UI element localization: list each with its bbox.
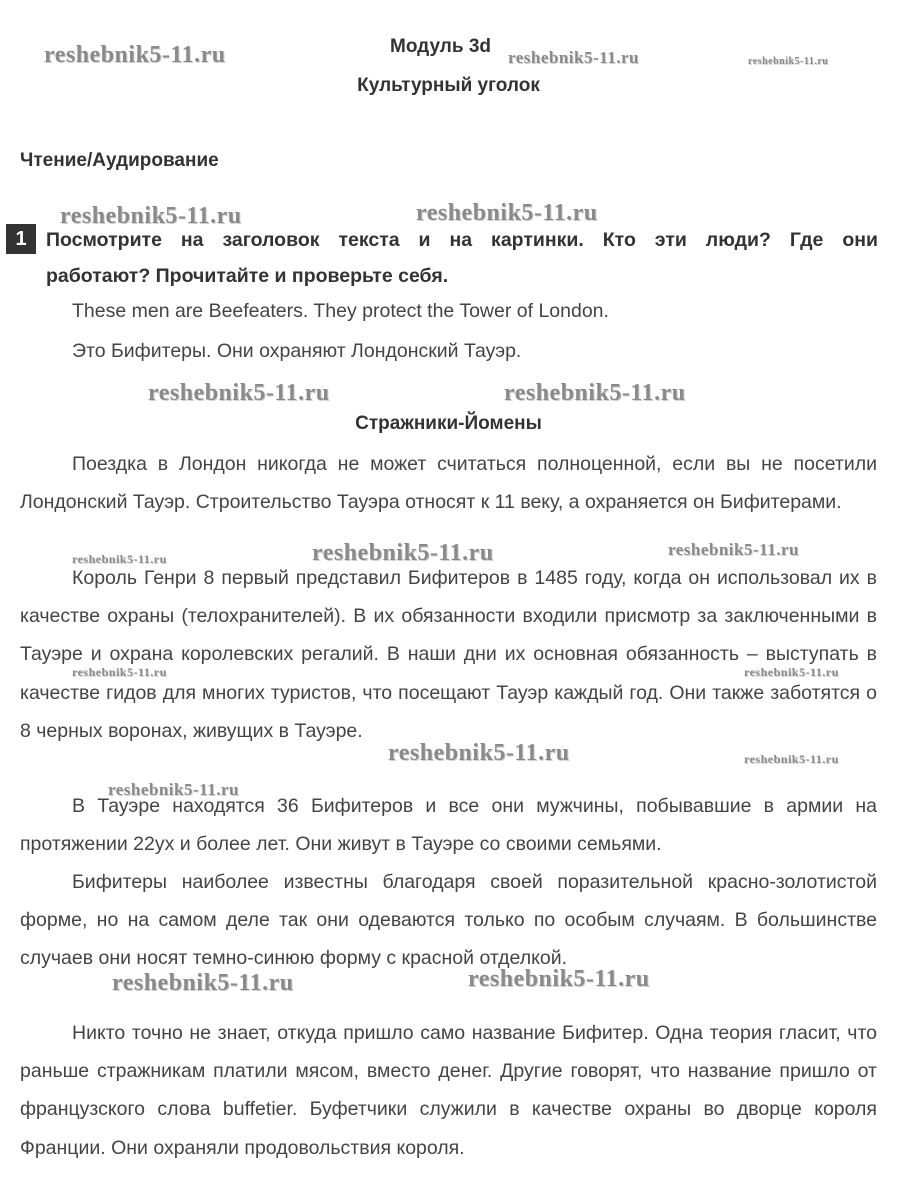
watermark: reshebnik5-11.ru	[112, 970, 294, 996]
watermark: reshebnik5-11.ru	[468, 966, 650, 992]
watermark: reshebnik5-11.ru	[748, 56, 829, 67]
watermark: reshebnik5-11.ru	[148, 380, 330, 406]
watermark: reshebnik5-11.ru	[508, 48, 639, 67]
article-paragraph: В Тауэре находятся 36 Бифитеров и все они мужчины, побывавшие в армии на протяжении 22ух и более лет. Они живут в Тауэре со своими семьями.	[20, 795, 877, 856]
module-title: Модуль 3d	[390, 36, 491, 57]
page-subtitle: Культурный уголок	[357, 75, 540, 96]
article-paragraph: Никто точно не знает, откуда пришло само название Бифитер. Одна теория гласит, что раньше стражникам платили мясом, вместо денег. Другие говорят, что название пришло от французского слова buffetier. Буфетчики служили в качестве охраны во дворце короля Франции. Они охраняли продовольствия короля.	[20, 1022, 877, 1159]
article-paragraph: Король Генри 8 первый представил Бифитеров в 1485 году, когда он использовал их в качестве охраны (телохранителей). В их обязанности входили присмотр за заключенными в Тауэре и охрана королевских регалий. В наши дни их основная обязанность – выступать в качестве гидов для многих туристов, что посещают Тауэр каждый год. Они также заботятся о 8 черных воронах, живущих в Тауэре.	[20, 567, 877, 742]
answer-russian: Это Бифитеры. Они охраняют Лондонский Тауэр.	[72, 340, 522, 362]
watermark: reshebnik5-11.ru	[668, 540, 799, 559]
watermark: reshebnik5-11.ru	[744, 752, 839, 766]
article-title: Стражники-Йомены	[355, 413, 542, 434]
task-number-badge: 1	[6, 224, 36, 254]
watermark: reshebnik5-11.ru	[72, 552, 167, 566]
watermark: reshebnik5-11.ru	[60, 203, 242, 229]
task-instruction	[46, 222, 878, 294]
watermark: reshebnik5-11.ru	[312, 540, 494, 566]
answer-english: These men are Beefeaters. They protect the Tower of London.	[72, 300, 609, 322]
watermark: reshebnik5-11.ru	[44, 42, 226, 68]
article-paragraph: Поездка в Лондон никогда не может считаться полноценной, если вы не посетили Лондонский Тауэр. Строительство Тауэра относят к 11 веку, а охраняется он Бифитерами.	[20, 453, 877, 514]
task-instruction-line2: работают? Прочитайте и проверьте себя.	[46, 265, 449, 287]
watermark: reshebnik5-11.ru	[416, 200, 598, 226]
task-instruction-line1: Посмотрите на заголовок текста и на картинки. Кто эти люди? Где они	[46, 229, 878, 251]
watermark: reshebnik5-11.ru	[108, 780, 239, 799]
watermark: reshebnik5-11.ru	[388, 740, 570, 766]
watermark: reshebnik5-11.ru	[72, 665, 167, 679]
section-heading: Чтение/Аудирование	[20, 150, 219, 171]
watermark: reshebnik5-11.ru	[504, 380, 686, 406]
watermark: reshebnik5-11.ru	[744, 665, 839, 679]
article-paragraph: Бифитеры наиболее известны благодаря своей поразительной красно-золотистой форме, но на самом деле так они одеваются только по особым случаям. В большинстве случаев они носят темно-синюю форму с красной отделкой.	[20, 871, 877, 970]
